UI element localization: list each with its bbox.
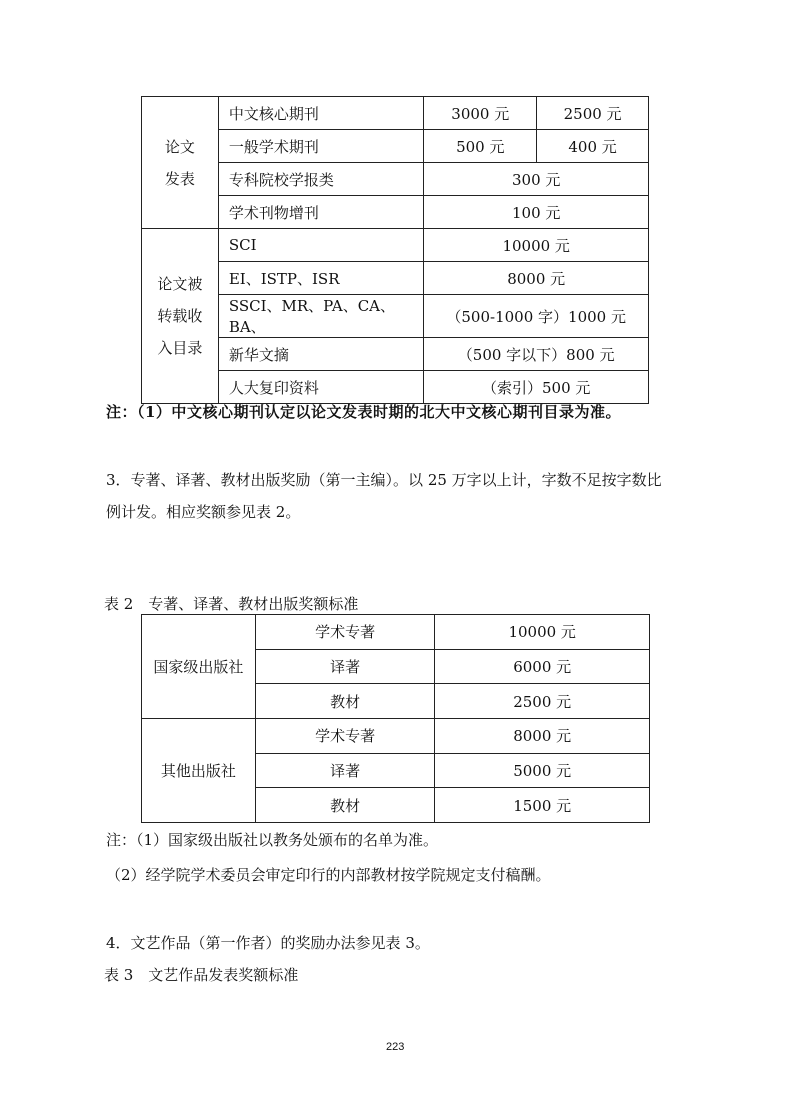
amount-cell: 10000 元: [424, 229, 649, 262]
book-type: 译著: [255, 649, 435, 684]
amount-cell: 300 元: [424, 163, 649, 196]
table2-note-1: 注：（1）国家级出版社以教务处颁布的名单为准。: [106, 831, 439, 849]
award-table-papers: [141, 96, 649, 404]
row-name: 专科院校学报类: [218, 163, 424, 196]
category-reprint-index: [142, 229, 219, 404]
amount-cell: （索引）500 元: [424, 371, 649, 404]
amount-cell: 5000 元: [435, 753, 650, 788]
category-line: 转载收: [157, 307, 203, 325]
book-type: 教材: [255, 684, 435, 719]
table1-note: 注：（1）中文核心期刊认定以论文发表时期的北大中文核心期刊目录为准。: [106, 403, 621, 421]
paragraph-3: 3．专著、译著、教材出版奖励（第一主编）。以 25 万字以上计，字数不足按字数比例计发。相应奖额参见表 2。: [106, 471, 662, 521]
amount-cell: 1500 元: [435, 788, 650, 823]
table3-caption: 表 3 文艺作品发表奖额标准: [104, 966, 299, 984]
category-line: 入目录: [157, 339, 203, 357]
table2-caption: 表 2 专著、译著、教材出版奖额标准: [104, 595, 359, 613]
book-type: 学术专著: [255, 615, 435, 650]
row-name: 一般学术期刊: [218, 130, 424, 163]
page-number: 223: [386, 1041, 405, 1053]
book-type: 学术专著: [255, 719, 435, 754]
paragraph-4: 4．文艺作品（第一作者）的奖励办法参见表 3。: [106, 934, 430, 952]
amount-cell: 3000 元: [424, 97, 537, 130]
amount-cell: 500 元: [424, 130, 537, 163]
amount-cell: 2500 元: [537, 97, 649, 130]
amount-cell: （500 字以下）800 元: [424, 338, 649, 371]
amount-cell: 10000 元: [435, 615, 650, 650]
book-type: 译著: [255, 753, 435, 788]
amount-cell: 8000 元: [435, 719, 650, 754]
publisher-category: 其他出版社: [142, 719, 256, 823]
row-name: 新华文摘: [218, 338, 424, 371]
table2-note-2: （2）经学院学术委员会审定印行的内部教材按学院规定支付稿酬。: [106, 866, 551, 884]
amount-cell: 100 元: [424, 196, 649, 229]
category-paper-publication: [142, 97, 219, 229]
category-line: 论文被: [157, 275, 203, 293]
category-line: 发表: [164, 169, 195, 188]
row-name: 人大复印资料: [218, 371, 424, 404]
award-table-books: [141, 614, 650, 823]
publisher-category: 国家级出版社: [142, 615, 256, 719]
book-type: 教材: [255, 788, 435, 823]
row-name: SSCI、MR、PA、CA、BA、: [218, 295, 424, 338]
row-name: 学术刊物增刊: [218, 196, 424, 229]
amount-cell: 2500 元: [435, 684, 650, 719]
amount-cell: 6000 元: [435, 649, 650, 684]
category-line: 论文: [164, 137, 195, 156]
amount-cell: 8000 元: [424, 262, 649, 295]
row-name: SCI: [218, 229, 424, 262]
amount-cell: 400 元: [537, 130, 649, 163]
amount-cell: （500-1000 字）1000 元: [424, 295, 649, 338]
row-name: 中文核心期刊: [218, 97, 424, 130]
row-name: EI、ISTP、ISR: [218, 262, 424, 295]
